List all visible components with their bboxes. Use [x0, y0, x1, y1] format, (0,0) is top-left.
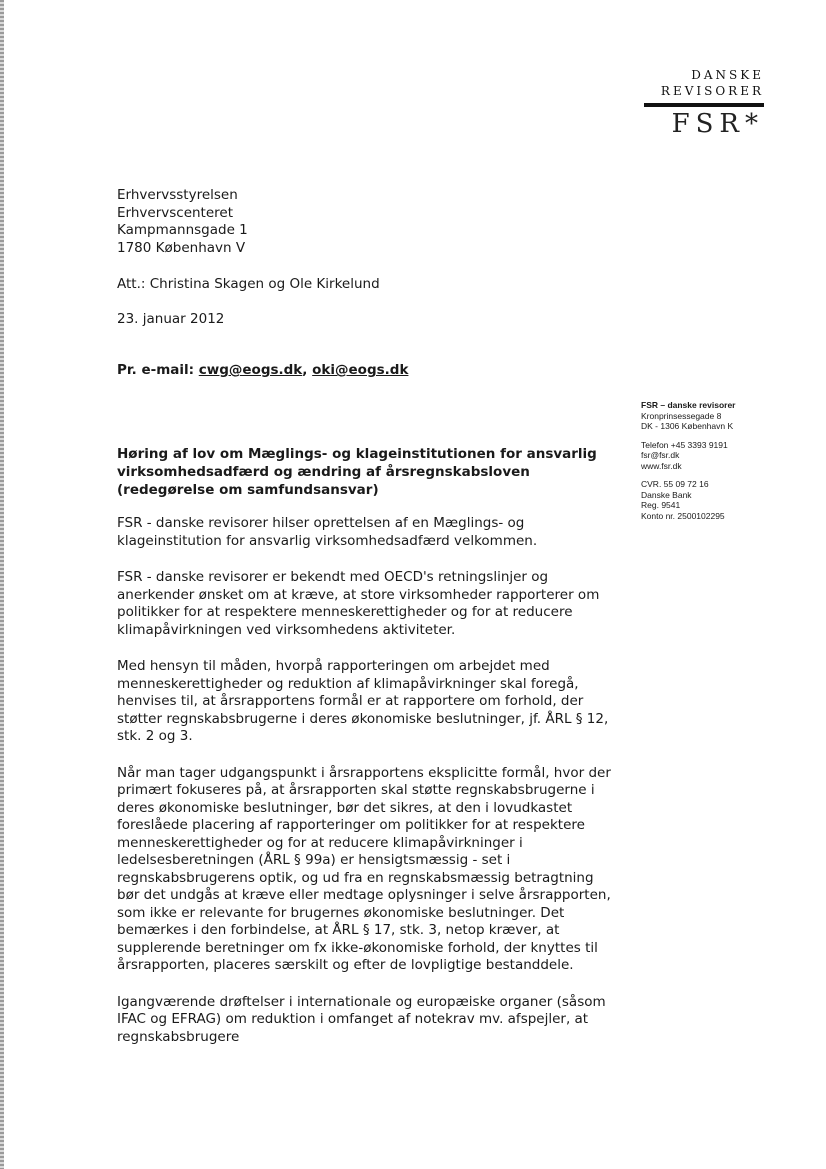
fsr-logo	[644, 68, 764, 139]
email-link-oki[interactable]: oki@eogs.dk	[312, 362, 409, 378]
recipient-line: 1780 København V	[117, 239, 246, 256]
logo-line-danske: DANSKE	[691, 68, 764, 82]
logo-mark: FSR*	[671, 109, 764, 139]
sender-reg: Reg. 9541	[641, 500, 681, 510]
sender-phone: Telefon +45 3393 9191	[641, 439, 728, 450]
body-paragraph: FSR - danske revisorer er bekendt med OECD's retningslinjer og anerkender ønsket om at kræve, at store virksomheder rapporterer om politikker for at respektere menneskerettigheder og for at reducere klimapåvirkningen ved virksomhedens aktiviteter.	[117, 569, 600, 638]
recipient-address	[117, 187, 248, 257]
letter-date: 23. januar 2012	[117, 311, 225, 327]
recipient-line: Erhvervsstyrelsen	[117, 187, 238, 203]
letter-subject: Høring af lov om Mæglings- og klageinstitutionen for ansvarlig virksomhedsadfærd og ændring af årsregnskabsloven (redegørelse om samfundsansvar)	[117, 446, 597, 498]
body-paragraph: Igangværende drøftelser i internationale og europæiske organer (såsom IFAC og EFRAG) om reduktion i omfanget af notekrav mv. afspejler, at regnskabsbrugere	[117, 993, 606, 1045]
body-paragraph: Når man tager udgangspunkt i årsrapportens eksplicitte formål, hvor der primært fokuseres på, at årsrapporten skal støtte regnskabsbrugerne i deres økonomiske beslutninger, bør det sikres, at den i lovudkastet foreslåede placering af rapporteringer om politikker for at respektere menneskerettigheder og for at reducere klimapåvirkninger i ledelsesberetningen (ÅRL § 99a) er hensigtsmæssig - set i regnskabsbrugerens optik, og ud fra en regnskabsmæssig betragtning bør det undgås at kræve eller medtage oplysninger i selve årsrapporten, som ikke er relevante for brugernes økonomiske beslutninger. Det bemærkes i den forbindelse, at ÅRL § 17, stk. 3, netop kræver, at supplerende beretninger om fx ikke-økonomiske forhold, der knyttes til årsrapporten, placeres særskilt og efter de lovpligtige bestanddele.	[117, 764, 611, 973]
letter-body	[117, 515, 617, 1065]
sender-mail: fsr@fsr.dk	[641, 450, 680, 460]
recipient-line: Kampmannsgade 1	[117, 222, 248, 238]
email-prefix: Pr. e-mail:	[117, 362, 195, 378]
sender-web: www.fsr.dk	[641, 460, 682, 471]
sender-city: DK - 1306 København K	[641, 421, 734, 431]
sender-bank: Danske Bank	[641, 489, 692, 500]
body-paragraph: Med hensyn til måden, hvorpå rapporteringen om arbejdet med menneskerettigheder og reduktion af klimapåvirkninger skal foregå, henvises til, at årsrapportens formål er at rapportere om forhold, der støtter regnskabsbrugerne i deres økonomiske beslutninger, jf. ÅRL § 12, stk. 2 og 3.	[117, 658, 609, 744]
email-separator: ,	[302, 362, 308, 378]
attention-line: Att.: Christina Skagen og Ole Kirkelund	[117, 276, 380, 292]
sender-info	[641, 400, 736, 529]
body-paragraph: FSR - danske revisorer hilser oprettelsen af en Mæglings- og klageinstitution for ansvarlig virksomhedsadfærd velkommen.	[117, 515, 538, 549]
recipient-line: Erhvervscenteret	[117, 204, 234, 221]
sender-konto: Konto nr. 2500102295	[641, 510, 725, 521]
email-line	[117, 362, 408, 378]
sender-name: FSR – danske revisorer	[641, 400, 736, 410]
logo-bar	[644, 103, 764, 107]
scan-edge	[0, 0, 4, 1169]
sender-street: Kronprinsessegade 8	[641, 410, 722, 421]
email-link-cwg[interactable]: cwg@eogs.dk	[198, 362, 303, 378]
logo-line-revisorer: REVISORER	[660, 84, 764, 98]
sender-cvr: CVR. 55 09 72 16	[641, 479, 709, 489]
